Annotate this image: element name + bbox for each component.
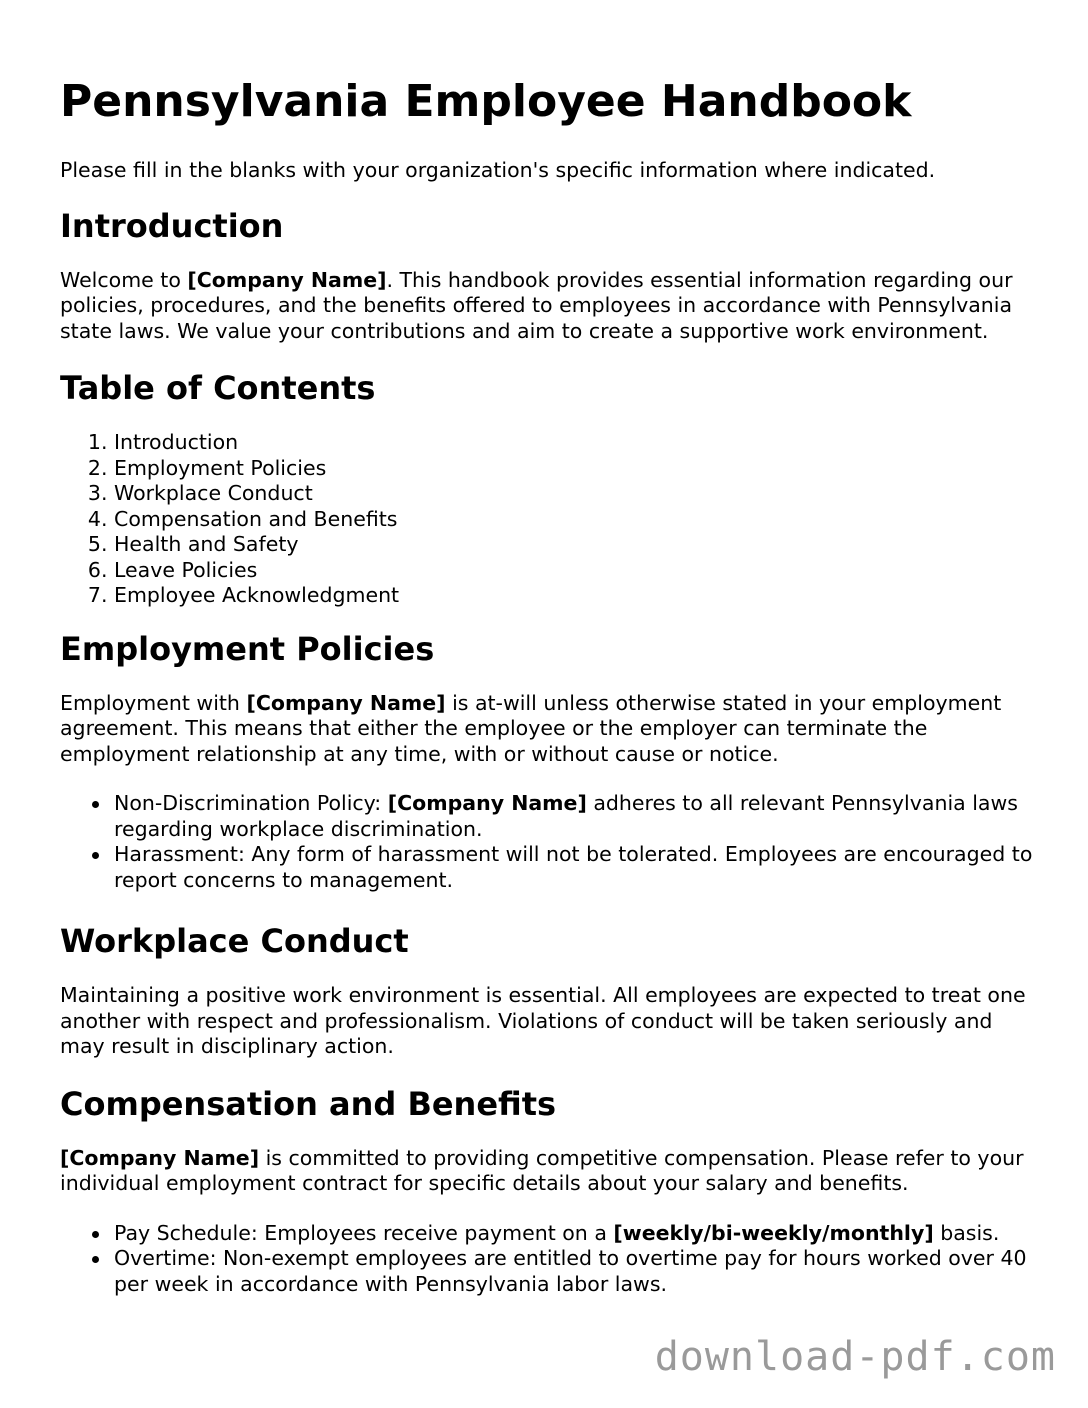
toc-item: 2. Employment Policies [114,456,1040,482]
toc-item: 7. Employee Acknowledgment [114,583,1040,609]
section-heading-employment-policies: Employment Policies [60,629,435,668]
list-item: Pay Schedule: Employees receive payment on a [weekly/bi-weekly/monthly] basis. [114,1221,1040,1247]
page-title: Pennsylvania Employee Handbook [60,76,912,127]
company-name-placeholder: [Company Name] [187,267,387,292]
section-heading-introduction: Introduction [60,206,284,245]
introduction-paragraph: Welcome to [Company Name]. This handbook provides essential information regarding our policies, procedures, and the benefits offered to employees in accordance with Pennsylvania state laws. We value your contributions and aim to create a supportive work environment. [60,267,1013,343]
toc-item: 1. Introduction [114,430,1040,456]
company-name-placeholder: [Company Name] [387,791,587,815]
conduct-paragraph: Maintaining a positive work environment is essential. All employees are expected to treat one another with respect and professionalism. Violations of conduct will be taken seriously and may result in disciplinary action. [60,983,1026,1058]
fill-in-note: Please fill in the blanks with your organization's specific information where indicated. [60,158,936,182]
document-page [60,74,1040,1317]
company-name-placeholder: [Company Name] [60,1145,260,1170]
employment-policy-list [60,791,1040,893]
list-item: Non-Discrimination Policy: [Company Name] adheres to all relevant Pennsylvania laws regarding workplace discrimination. [114,791,1040,842]
section-heading-compensation: Compensation and Benefits [60,1084,557,1123]
list-item: Harassment: Any form of harassment will not be tolerated. Employees are encouraged to report concerns to management. [114,842,1040,893]
pay-schedule-placeholder: [weekly/bi-weekly/monthly] [613,1220,934,1245]
toc-item: 4. Compensation and Benefits [114,507,1040,533]
list-item: Overtime: Non-exempt employees are entitled to overtime pay for hours worked over 40 per week in accordance with Pennsylvania labor laws. [114,1246,1040,1297]
compensation-list [60,1221,1040,1298]
toc-item: 3. Workplace Conduct [114,481,1040,507]
watermark: download-pdf.com [654,1334,1056,1380]
toc-item: 6. Leave Policies [114,558,1040,584]
employment-paragraph: Employment with [Company Name] is at-will unless otherwise stated in your employment agreement. This means that either the employee or the employer can terminate the employment relationship at any time, with or without cause or notice. [60,690,1002,766]
company-name-placeholder: [Company Name] [246,690,446,715]
section-heading-toc: Table of Contents [60,369,376,407]
compensation-paragraph: [Company Name] is committed to providing competitive compensation. Please refer to your individual employment contract for specific details about your salary and benefits. [60,1145,1024,1195]
toc-item: 5. Health and Safety [114,532,1040,558]
toc-list [60,430,1040,609]
section-heading-workplace-conduct: Workplace Conduct [60,922,409,960]
